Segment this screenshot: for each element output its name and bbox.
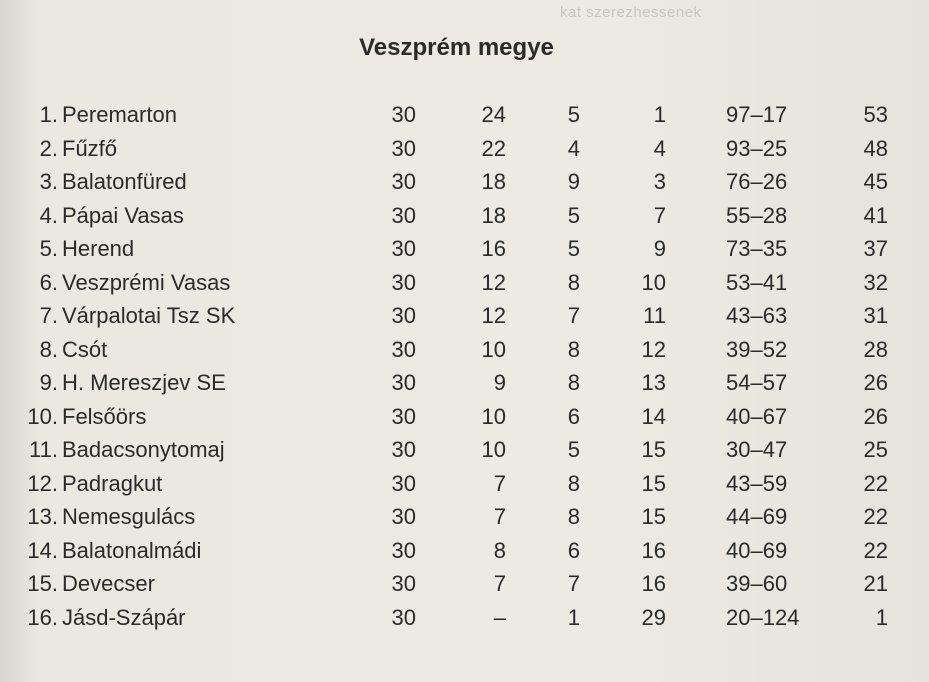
- rank-cell: 2.: [39, 135, 58, 161]
- won-cell: 7: [493, 470, 506, 496]
- points-cell: 22: [863, 504, 888, 529]
- team-name: Veszprémi Vasas: [62, 269, 231, 295]
- goals-cell: 44–69: [726, 504, 788, 529]
- goals-cell: 30–47: [726, 437, 788, 462]
- draw-cell: 7: [567, 303, 580, 328]
- rank-cell: 10.: [27, 403, 58, 429]
- draw-cell: 5: [567, 102, 580, 127]
- won-cell: 10: [481, 336, 506, 362]
- points-cell: 37: [863, 236, 888, 261]
- points-cell: 22: [863, 470, 888, 496]
- points-cell: 41: [863, 202, 888, 228]
- goals-cell: 54–57: [726, 370, 788, 395]
- points-cell: 32: [863, 269, 888, 295]
- table-row: [0, 299, 929, 333]
- points-cell: 21: [863, 571, 888, 596]
- team-name: Balatonalmádi: [62, 537, 202, 563]
- draw-cell: 1: [567, 604, 580, 630]
- team-name: Pápai Vasas: [62, 202, 184, 228]
- lost-cell: 16: [641, 571, 666, 596]
- goals-cell: 53–41: [726, 269, 788, 295]
- rank-cell: 4.: [39, 202, 58, 228]
- points-cell: 28: [863, 336, 888, 362]
- points-cell: 26: [863, 370, 888, 395]
- rank-cell: 12.: [27, 470, 58, 496]
- table-row: [0, 165, 929, 199]
- lost-cell: 15: [641, 504, 666, 529]
- goals-cell: 40–67: [726, 403, 788, 429]
- played-cell: 30: [391, 202, 416, 228]
- won-cell: –: [493, 604, 506, 630]
- lost-cell: 29: [641, 604, 666, 630]
- points-cell: 45: [863, 169, 888, 194]
- points-cell: 26: [863, 403, 888, 429]
- played-cell: 30: [391, 303, 416, 328]
- team-name: Várpalotai Tsz SK: [62, 303, 236, 328]
- won-cell: 10: [481, 437, 506, 462]
- won-cell: 18: [481, 202, 506, 228]
- lost-cell: 13: [641, 370, 666, 395]
- table-row: [0, 500, 929, 534]
- rank-cell: 6.: [39, 269, 58, 295]
- table-row: [0, 534, 929, 568]
- rank-cell: 5.: [39, 236, 58, 261]
- draw-cell: 4: [567, 135, 580, 161]
- rank-cell: 11.: [29, 437, 58, 462]
- played-cell: 30: [391, 470, 416, 496]
- draw-cell: 5: [567, 437, 580, 462]
- points-cell: 25: [863, 437, 888, 462]
- lost-cell: 9: [653, 236, 666, 261]
- rank-cell: 13.: [27, 504, 58, 529]
- draw-cell: 6: [567, 403, 580, 429]
- team-name: Felsőörs: [62, 403, 147, 429]
- page-title: Veszprém megye: [359, 34, 554, 61]
- team-name: Peremarton: [62, 102, 177, 127]
- points-cell: 31: [863, 303, 888, 328]
- table-row: [0, 98, 929, 132]
- rank-cell: 9.: [39, 370, 58, 395]
- lost-cell: 12: [641, 336, 666, 362]
- lost-cell: 3: [653, 169, 666, 194]
- draw-cell: 7: [567, 571, 580, 596]
- lost-cell: 10: [641, 269, 666, 295]
- points-cell: 53: [863, 102, 888, 127]
- goals-cell: 43–63: [726, 303, 788, 328]
- won-cell: 24: [481, 102, 506, 127]
- draw-cell: 5: [567, 202, 580, 228]
- goals-cell: 39–52: [726, 336, 788, 362]
- rank-cell: 16.: [27, 604, 58, 630]
- goals-cell: 76–26: [726, 169, 788, 194]
- won-cell: 22: [481, 135, 506, 161]
- goals-cell: 20–124: [726, 604, 800, 630]
- won-cell: 16: [481, 236, 506, 261]
- lost-cell: 1: [653, 102, 666, 127]
- table-row: [0, 567, 929, 601]
- table-row: [0, 467, 929, 501]
- standings-table: [0, 98, 929, 634]
- team-name: Fűzfő: [62, 135, 118, 161]
- rank-cell: 8.: [39, 336, 58, 362]
- table-row: [0, 199, 929, 233]
- played-cell: 30: [391, 102, 416, 127]
- goals-cell: 43–59: [726, 470, 788, 496]
- goals-cell: 97–17: [726, 102, 788, 127]
- table-row: [0, 132, 929, 166]
- table-row: [0, 400, 929, 434]
- rank-cell: 14.: [27, 537, 58, 563]
- played-cell: 30: [391, 504, 416, 529]
- rank-cell: 3.: [39, 169, 58, 194]
- played-cell: 30: [391, 135, 416, 161]
- won-cell: 7: [493, 571, 506, 596]
- played-cell: 30: [391, 604, 416, 630]
- draw-cell: 8: [567, 504, 580, 529]
- bleed-through-text: kat szerezhessenek: [560, 4, 702, 21]
- table-row: [0, 333, 929, 367]
- won-cell: 8: [493, 537, 506, 563]
- won-cell: 7: [493, 504, 506, 529]
- draw-cell: 8: [567, 470, 580, 496]
- table-row: [0, 601, 929, 635]
- played-cell: 30: [391, 403, 416, 429]
- goals-cell: 93–25: [726, 135, 788, 161]
- won-cell: 9: [493, 370, 506, 395]
- played-cell: 30: [391, 437, 416, 462]
- table-row: [0, 433, 929, 467]
- goals-cell: 39–60: [726, 571, 788, 596]
- table-row: [0, 266, 929, 300]
- lost-cell: 14: [641, 403, 666, 429]
- played-cell: 30: [391, 269, 416, 295]
- rank-cell: 15.: [27, 571, 58, 596]
- lost-cell: 15: [641, 437, 666, 462]
- draw-cell: 8: [567, 370, 580, 395]
- table-row: [0, 366, 929, 400]
- rank-cell: 7.: [39, 303, 58, 328]
- lost-cell: 15: [641, 470, 666, 496]
- played-cell: 30: [391, 370, 416, 395]
- won-cell: 10: [481, 403, 506, 429]
- draw-cell: 8: [567, 336, 580, 362]
- team-name: Devecser: [62, 571, 155, 596]
- team-name: Balatonfüred: [62, 169, 187, 194]
- points-cell: 48: [863, 135, 888, 161]
- draw-cell: 5: [567, 236, 580, 261]
- rank-cell: 1.: [39, 102, 58, 127]
- lost-cell: 4: [653, 135, 666, 161]
- goals-cell: 40–69: [726, 537, 788, 563]
- played-cell: 30: [391, 169, 416, 194]
- team-name: Herend: [62, 236, 135, 261]
- team-name: Nemesgulács: [62, 504, 196, 529]
- played-cell: 30: [391, 571, 416, 596]
- team-name: Badacsonytomaj: [62, 437, 225, 462]
- won-cell: 12: [481, 269, 506, 295]
- team-name: H. Mereszjev SE: [62, 370, 226, 395]
- won-cell: 12: [481, 303, 506, 328]
- draw-cell: 6: [567, 537, 580, 563]
- played-cell: 30: [391, 336, 416, 362]
- lost-cell: 11: [643, 303, 666, 328]
- points-cell: 1: [875, 604, 888, 630]
- goals-cell: 73–35: [726, 236, 788, 261]
- team-name: Jásd-Szápár: [62, 604, 186, 630]
- team-name: Csót: [62, 336, 108, 362]
- team-name: Padragkut: [62, 470, 163, 496]
- goals-cell: 55–28: [726, 202, 788, 228]
- lost-cell: 16: [641, 537, 666, 563]
- won-cell: 18: [481, 169, 506, 194]
- draw-cell: 9: [567, 169, 580, 194]
- played-cell: 30: [391, 537, 416, 563]
- points-cell: 22: [863, 537, 888, 563]
- draw-cell: 8: [567, 269, 580, 295]
- table-row: [0, 232, 929, 266]
- lost-cell: 7: [653, 202, 666, 228]
- played-cell: 30: [391, 236, 416, 261]
